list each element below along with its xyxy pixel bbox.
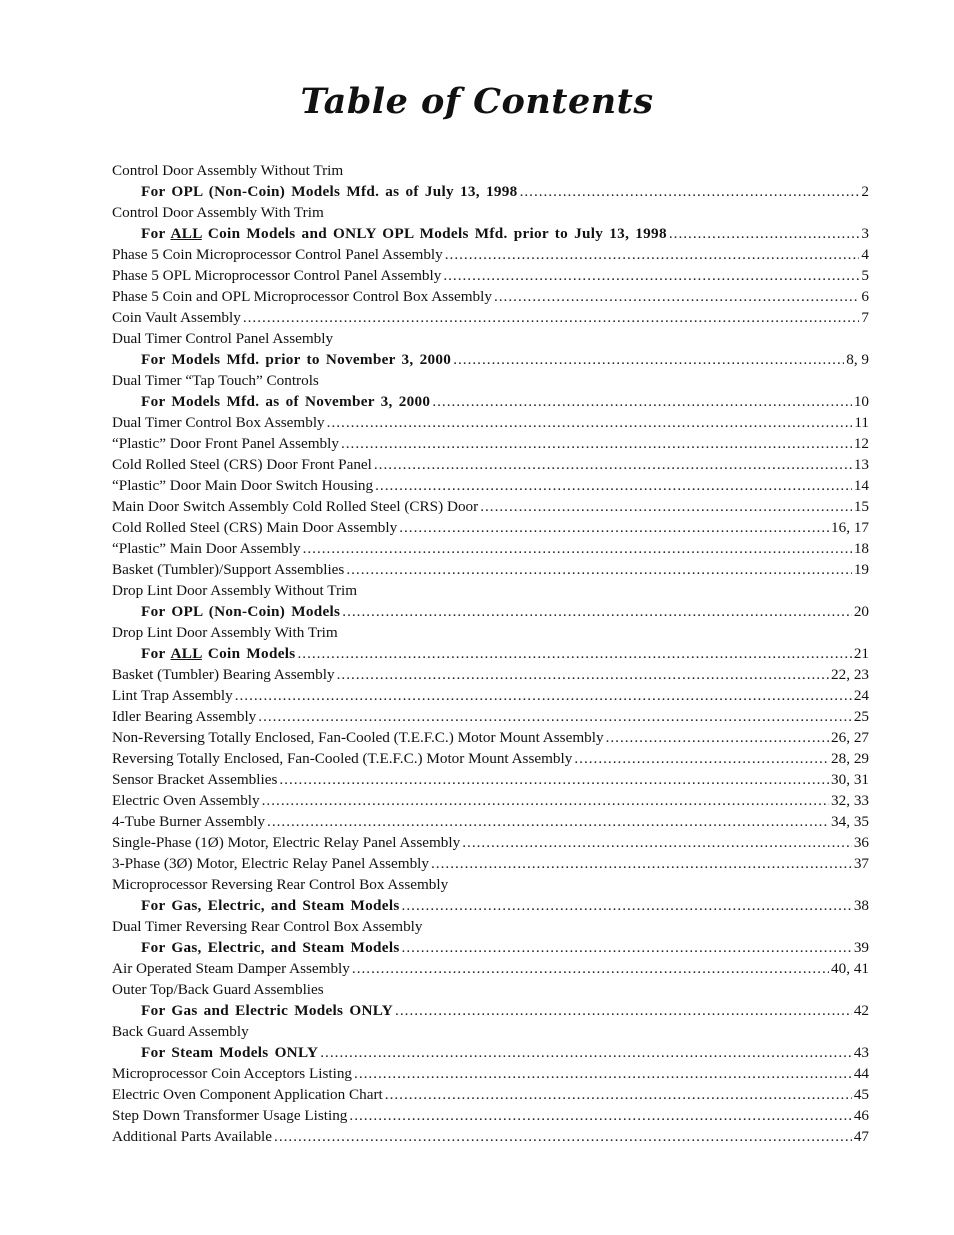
toc-entry [112,979,869,1000]
toc-entry [112,1105,869,1126]
toc-dot-leader [346,559,851,580]
toc-dot-leader [262,790,829,811]
toc-dot-leader [375,475,852,496]
toc-page-number: 40, 41 [831,960,869,977]
toc-page-number: 22, 23 [831,666,869,683]
page-title: Table of Contents [300,81,654,122]
toc-dot-leader [574,748,829,769]
toc-subentry [112,349,869,370]
toc-entry-label: For OPL (Non-Coin) Models [141,603,341,620]
toc-entry [112,286,869,307]
toc-entry-label: “Plastic” Door Main Door Switch Housing [112,477,374,494]
toc-entry-label: Sensor Bracket Assemblies [112,771,278,788]
toc-entry-label: Control Door Assembly With Trim [112,204,324,221]
toc-entry-label: Non-Reversing Totally Enclosed, Fan-Cooled (T.E.F.C.) Motor Mount Assembly [112,729,604,746]
toc-entry [112,769,869,790]
toc-entry-label: Main Door Switch Assembly Cold Rolled Steel (CRS) Door [112,498,479,515]
toc-dot-leader [327,412,853,433]
toc-entry-label: Outer Top/Back Guard Assemblies [112,981,324,998]
toc-entry [112,1126,869,1147]
toc-dot-leader [374,454,852,475]
toc-dot-leader [342,601,852,622]
toc-entry-label: Dual Timer Reversing Rear Control Box Assembly [112,918,423,935]
toc-entry [112,328,869,349]
toc-page-number: 7 [861,309,869,326]
toc-entry [112,1063,869,1084]
toc-entry [112,664,869,685]
toc-dot-leader [399,517,829,538]
toc-entry-label: Back Guard Assembly [112,1023,249,1040]
toc-entry-label: Electric Oven Component Application Chart [112,1086,383,1103]
toc-page-number: 2 [861,183,869,200]
toc-entry [112,790,869,811]
toc-page-number: 12 [853,435,869,452]
toc-dot-leader [267,811,829,832]
toc-entry [112,265,869,286]
toc-entry [112,454,869,475]
toc-entry-label: Air Operated Steam Damper Assembly [112,960,350,977]
toc-subentry [112,643,869,664]
toc-dot-leader [243,307,860,328]
toc-entry [112,496,869,517]
toc-page-number: 36 [853,834,869,851]
toc-dot-leader [520,181,860,202]
toc-entry [112,685,869,706]
toc-entry [112,433,869,454]
toc-entry-label: 3-Phase (3Ø) Motor, Electric Relay Panel Assembly [112,855,429,872]
toc-entry-label: Step Down Transformer Usage Listing [112,1107,348,1124]
toc-page-number: 8, 9 [846,351,869,368]
toc-dot-leader [258,706,852,727]
toc-dot-leader [337,664,829,685]
toc-entry [112,1084,869,1105]
toc-entry-label: Idler Bearing Assembly [112,708,257,725]
toc-entry [112,853,869,874]
toc-entry-label: Phase 5 Coin Microprocessor Control Panel Assembly [112,246,443,263]
toc-entry-label: Drop Lint Door Assembly Without Trim [112,582,358,599]
toc-dot-leader [494,286,859,307]
toc-entry [112,916,869,937]
toc-entry-label: For OPL (Non-Coin) Models Mfd. as of July 13, 1998 [141,183,518,200]
toc-page-number: 19 [853,561,869,578]
toc-entry [112,160,869,181]
toc-page-number: 37 [853,855,869,872]
toc-entry-label: For Models Mfd. as of November 3, 2000 [141,393,431,410]
toc-page-number: 21 [853,645,869,662]
toc-page-number: 24 [853,687,869,704]
toc-subentry [112,181,869,202]
toc-page-number: 45 [853,1086,869,1103]
toc-page-number: 10 [853,393,869,410]
toc-page-number: 3 [861,225,869,242]
toc-page-number: 18 [853,540,869,557]
toc-dot-leader [341,433,852,454]
toc-page-number: 26, 27 [831,729,869,746]
toc-entry-label: Microprocessor Reversing Rear Control Box Assembly [112,876,449,893]
toc-dot-leader [352,958,829,979]
toc-entry-label: 4-Tube Burner Assembly [112,813,266,830]
toc-page-number: 38 [853,897,869,914]
toc-dot-leader [480,496,852,517]
toc-entry-label: For Gas, Electric, and Steam Models [141,897,400,914]
toc-entry-label: Additional Parts Available [112,1128,273,1145]
toc-dot-leader [395,1000,852,1021]
toc-entry [112,412,869,433]
toc-entry-label: Cold Rolled Steel (CRS) Door Front Panel [112,456,372,473]
toc-entry [112,244,869,265]
toc-entry [112,307,869,328]
toc-subentry [112,1000,869,1021]
toc-entry-label: Dual Timer “Tap Touch” Controls [112,372,319,389]
toc-page-number: 32, 33 [831,792,869,809]
toc-page-number: 13 [853,456,869,473]
toc-entry-label: Single-Phase (1Ø) Motor, Electric Relay Panel Assembly [112,834,461,851]
toc-entry [112,202,869,223]
toc-entry [112,727,869,748]
toc-entry-label: For Gas, Electric, and Steam Models [141,939,400,956]
toc-entry [112,517,869,538]
toc-dot-leader [274,1126,852,1147]
toc-entry-label: Reversing Totally Enclosed, Fan-Cooled (T.E.F.C.) Motor Mount Assembly [112,750,573,767]
toc-entry [112,1021,869,1042]
toc-page-number: 28, 29 [831,750,869,767]
toc-page-number: 11 [854,414,869,431]
toc-page-number: 43 [853,1044,869,1061]
toc-dot-leader [320,1042,852,1063]
toc-entry [112,748,869,769]
toc-entry [112,370,869,391]
toc-dot-leader [385,1084,852,1105]
toc-dot-leader [606,727,829,748]
toc-entry-label: Dual Timer Control Panel Assembly [112,330,334,347]
toc-entry-label: Phase 5 Coin and OPL Microprocessor Control Box Assembly [112,288,492,305]
toc-entry [112,958,869,979]
toc-subentry [112,895,869,916]
toc-entry-label: Lint Trap Assembly [112,687,233,704]
toc-page-number: 4 [861,246,869,263]
toc-entry [112,832,869,853]
toc-dot-leader [445,244,860,265]
toc-entry-label: For ALL Coin Models [141,645,296,662]
toc-entry-label: Microprocessor Coin Acceptors Listing [112,1065,353,1082]
toc-page-number: 42 [853,1002,869,1019]
toc-entry-label: Coin Vault Assembly [112,309,241,326]
toc-dot-leader [402,895,852,916]
toc-dot-leader [402,937,852,958]
toc-subentry [112,391,869,412]
toc-entry-label: Phase 5 OPL Microprocessor Control Panel Assembly [112,267,442,284]
toc-entry [112,811,869,832]
toc-entry-label: Basket (Tumbler) Bearing Assembly [112,666,335,683]
toc-subentry [112,937,869,958]
toc-entry-label: Cold Rolled Steel (CRS) Main Door Assembly [112,519,398,536]
toc-entry-label: “Plastic” Main Door Assembly [112,540,301,557]
toc-dot-leader [349,1105,851,1126]
toc-entry-label: For Models Mfd. prior to November 3, 2000 [141,351,452,368]
toc-subentry [112,601,869,622]
toc-dot-leader [354,1063,852,1084]
toc-entry [112,538,869,559]
toc-entry-label: For Gas and Electric Models ONLY [141,1002,394,1019]
toc-entry [112,874,869,895]
toc-dot-leader [453,349,844,370]
toc-page-number: 16, 17 [831,519,869,536]
table-of-contents [112,160,869,1147]
toc-entry [112,475,869,496]
toc-subentry [112,1042,869,1063]
toc-page-number: 20 [853,603,869,620]
toc-entry-label: For Steam Models ONLY [141,1044,319,1061]
toc-dot-leader [669,223,860,244]
toc-dot-leader [431,853,852,874]
toc-dot-leader [279,769,829,790]
toc-dot-leader [297,643,851,664]
toc-page-number: 47 [853,1128,869,1145]
toc-entry [112,706,869,727]
toc-entry [112,559,869,580]
toc-entry [112,622,869,643]
toc-entry-label: Drop Lint Door Assembly With Trim [112,624,338,641]
toc-page-number: 5 [861,267,869,284]
toc-dot-leader [235,685,852,706]
toc-dot-leader [432,391,851,412]
toc-page-number: 15 [853,498,869,515]
toc-entry [112,580,869,601]
toc-page-number: 6 [861,288,869,305]
toc-page-number: 34, 35 [831,813,869,830]
toc-page-number: 30, 31 [831,771,869,788]
toc-dot-leader [462,832,852,853]
toc-entry-label: Basket (Tumbler)/Support Assemblies [112,561,345,578]
toc-entry-label: Control Door Assembly Without Trim [112,162,344,179]
toc-page-number: 25 [853,708,869,725]
toc-dot-leader [303,538,852,559]
toc-entry-label: Dual Timer Control Box Assembly [112,414,325,431]
toc-subentry [112,223,869,244]
toc-page-number: 14 [853,477,869,494]
toc-page-number: 44 [853,1065,869,1082]
toc-entry-label: Electric Oven Assembly [112,792,260,809]
toc-page-number: 39 [853,939,869,956]
toc-page-number: 46 [853,1107,869,1124]
toc-entry-label: For ALL Coin Models and ONLY OPL Models Mfd. prior to July 13, 1998 [141,225,667,242]
toc-dot-leader [443,265,859,286]
toc-entry-label: “Plastic” Door Front Panel Assembly [112,435,339,452]
